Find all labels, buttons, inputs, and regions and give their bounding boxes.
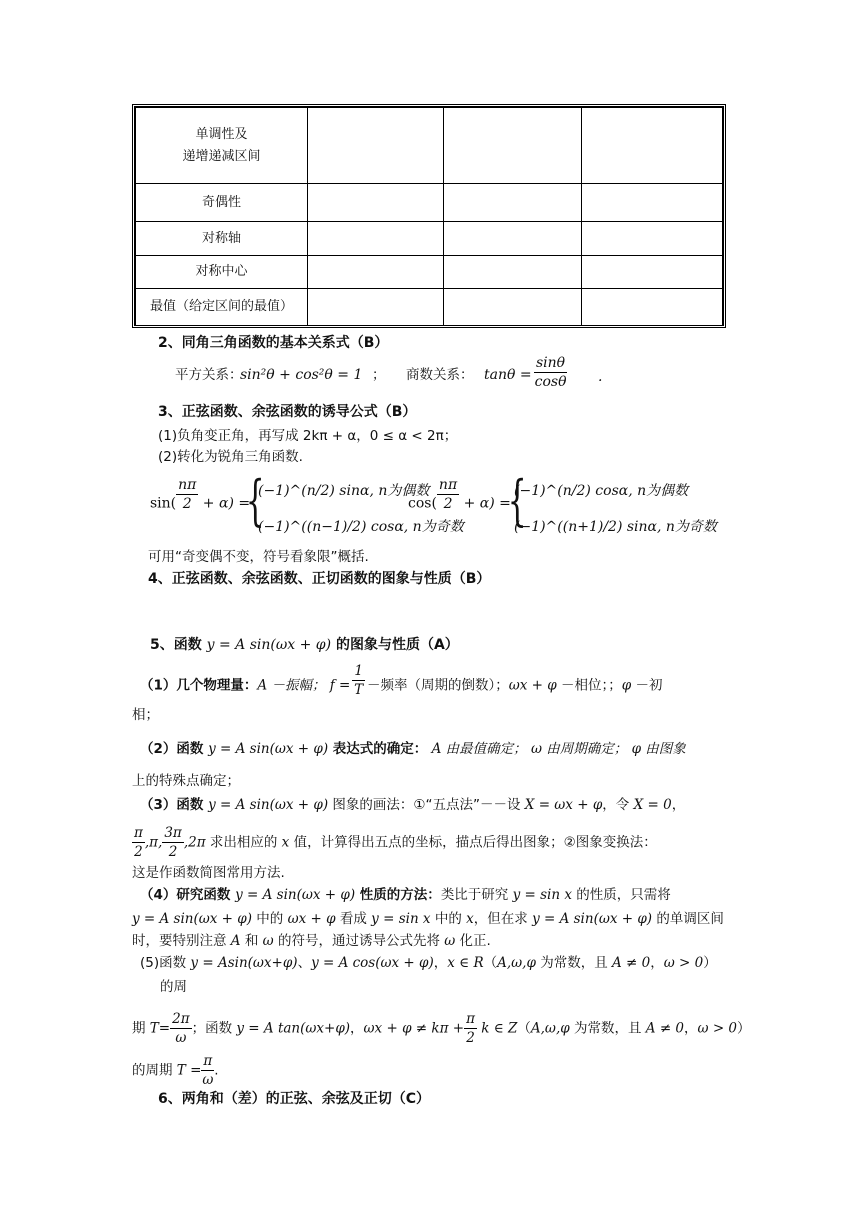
paragraph-3	[140, 796, 685, 814]
row-label-symmetry-center: 对称中心	[136, 256, 308, 289]
table-cell	[444, 184, 582, 222]
p4-sinx-2: y = sin x	[371, 911, 431, 927]
p3-title: （3）函数	[140, 797, 209, 813]
p5-paren: （	[483, 955, 498, 971]
sin-lhs-tail: + α) =	[198, 495, 251, 512]
p5-period-label: 期	[132, 1020, 150, 1037]
paragraph-2-cont: 上的特殊点确定；	[132, 773, 240, 789]
p4-as: 看成	[335, 911, 372, 927]
section-3-line-1: (1)负角变正角，再写成 2kπ + α，0 ≤ α < 2π；	[158, 428, 458, 444]
table-cell	[582, 222, 723, 256]
p4-text-b: 的性质，只需将	[571, 887, 671, 903]
heading-pre: 5、函数	[150, 637, 207, 653]
fraction-denominator: cosθ	[534, 374, 567, 390]
induction-note: 可用“奇变偶不变，符号看象限”概括.	[148, 549, 369, 565]
p2-title-b: 表达式的确定：	[328, 741, 428, 757]
p4-but: ，但在求	[473, 911, 533, 927]
p3-text: 图象的画法：①“五点法”－－设	[328, 797, 525, 813]
p4-formula-2: y = A sin(ωx + φ)	[132, 911, 253, 927]
table-row	[136, 289, 723, 326]
p4-note: 时，要特别注意	[132, 933, 231, 949]
p5-comma-2: ，	[650, 955, 664, 971]
p1-phase-expr: ωx + φ	[508, 677, 557, 694]
heading-formula: y = A sin(ωx + φ)	[206, 637, 332, 653]
paragraph-5-cont: 的周	[160, 979, 187, 995]
p1-amplitude: A －振幅；	[257, 677, 326, 694]
quotient-fraction	[534, 354, 567, 391]
section-2-heading: 2、同角三角函数的基本关系式（B）	[158, 335, 389, 351]
p3-2pi: ,2π	[183, 834, 206, 851]
p1-frequency: －频率（周期的倒数）；	[366, 677, 509, 694]
paragraph-2	[140, 740, 686, 758]
p4-title-b: 性质的方法：	[355, 887, 441, 903]
quotient-relation-label: 商数关系：	[406, 367, 474, 383]
row-label-extrema: 最值（给定区间的最值）	[136, 289, 308, 326]
table-cell	[444, 289, 582, 326]
p5-params: A,ω,φ	[497, 955, 536, 971]
p5-comma-3: ，	[350, 1020, 364, 1037]
p3-x0: X = 0	[633, 797, 672, 813]
p5-comma: ，	[433, 955, 448, 971]
section-5-heading	[150, 636, 459, 654]
table-row	[136, 256, 723, 289]
p5-title: (5)函数	[140, 955, 191, 971]
p4-title: （4）研究函数	[140, 887, 236, 903]
table-row	[136, 108, 723, 184]
paragraph-5-line-3	[132, 1052, 219, 1089]
table-cell	[308, 222, 444, 256]
section-3-heading: 3、正弦函数、余弦函数的诱导公式（B）	[158, 404, 417, 420]
p4-in-2: 中的	[430, 911, 467, 927]
table-cell	[308, 289, 444, 326]
square-relation-label: 平方关系：	[175, 367, 243, 383]
p3-x-def: X = ωx + φ	[524, 797, 603, 813]
tan-label: tanθ =	[484, 367, 532, 383]
p3-pi: ,π,	[144, 834, 163, 851]
row-label-line: 递增递减区间	[182, 148, 261, 164]
sin-case-even: (−1)^(n/2) sinα, n为偶数	[258, 483, 430, 499]
p5-a-neq: A ≠ 0	[612, 955, 651, 971]
p4-text: 类比于研究	[440, 887, 513, 903]
p4-A: A	[230, 933, 241, 949]
frac-denominator: 2	[443, 496, 453, 512]
properties-table	[132, 104, 726, 328]
p3-let: ，令	[602, 797, 634, 813]
fraction-numerator: sinθ	[536, 355, 566, 371]
p5-paren-2: （	[517, 1020, 531, 1037]
table-cell	[582, 256, 723, 289]
p3-comma: ，	[671, 797, 686, 813]
p4-omega: ω	[262, 933, 274, 949]
paragraph-1-cont: 相；	[132, 707, 159, 723]
left-brace-icon: {	[507, 469, 527, 532]
p5-T-2: T =	[176, 1062, 202, 1079]
properties-grid	[135, 107, 723, 326]
table-cell	[444, 108, 582, 184]
table-cell	[444, 222, 582, 256]
p2-phi: φ 由图象	[631, 741, 686, 757]
p3-x: x	[281, 834, 290, 851]
sin-lhs-fn: sin(	[150, 495, 177, 512]
table-cell	[308, 184, 444, 222]
p5-period-2: 的周期	[132, 1062, 177, 1079]
paragraph-4-line-3	[132, 932, 491, 950]
cos-case-odd: (−1)^((n+1)/2) sinα, n为奇数	[514, 519, 717, 535]
frac-numerator: nπ	[178, 477, 197, 493]
row-label-symmetry-axis: 对称轴	[136, 222, 308, 256]
frac-denominator: 2	[134, 844, 143, 860]
p1-f: f =	[329, 677, 351, 694]
p5-const-2: 为常数，且	[569, 1020, 646, 1037]
table-row	[136, 184, 723, 222]
p4-phase: ωx + φ	[287, 911, 336, 927]
p5-tan: y = A tan(ωx+φ)	[236, 1020, 351, 1037]
cos-case-even: (−1)^(n/2) cosα, n为偶数	[514, 483, 689, 499]
frac-numerator: π	[466, 1011, 475, 1027]
p5-func: ；函数	[191, 1020, 237, 1037]
p5-paren-close-2: ）	[737, 1020, 751, 1037]
p4-end: 化正.	[455, 933, 491, 949]
frac-denominator: ω	[202, 1072, 214, 1088]
p3-rest: 值，计算得出五点的坐标，描点后得出图象；②图象变换法：	[289, 834, 657, 851]
paragraph-5-line-2	[132, 1010, 751, 1047]
section-6-heading: 6、两角和（差）的正弦、余弦及正切（C）	[158, 1091, 431, 1107]
p5-params-2: A,ω,φ	[530, 1020, 570, 1037]
section-4-heading: 4、正弦函数、余弦函数、正切函数的图象与性质（B）	[148, 571, 491, 587]
frac-denominator: ω	[175, 1030, 187, 1046]
heading-post: 的图象与性质（A）	[331, 637, 459, 653]
paragraph-4	[140, 886, 671, 904]
p1-title: （1）几个物理量：	[140, 677, 258, 694]
p5-sin: y = Asin(ωx+φ)	[190, 955, 298, 971]
frac-denominator: 2	[168, 844, 178, 860]
paragraph-4-line-2	[132, 910, 724, 928]
frac-numerator: nπ	[438, 477, 458, 493]
cos-lhs-tail: + α) =	[459, 495, 511, 512]
p5-cos: y = A cos(ωx + φ)	[311, 955, 434, 971]
p2-title: （2）函数	[140, 741, 209, 757]
table-cell	[582, 184, 723, 222]
p4-interval: 的单调区间	[652, 911, 724, 927]
p5-end: .	[214, 1062, 219, 1079]
p4-note-b: 的符号，通过诱导公式先将	[273, 933, 445, 949]
p4-x: x	[466, 911, 474, 927]
p5-cond: ωx + φ ≠ kπ +	[363, 1020, 465, 1037]
p1-phi: φ	[621, 677, 632, 694]
table-cell	[444, 256, 582, 289]
p5-domain: x ∈ R	[447, 955, 484, 971]
p2-a: A 由最值确定；	[431, 741, 527, 757]
p4-in: 中的	[252, 911, 288, 927]
row-label-line: 单调性及	[195, 126, 248, 142]
row-label-monotonicity	[136, 108, 308, 184]
table-cell	[308, 256, 444, 289]
left-brace-icon: {	[245, 469, 265, 532]
p4-formula: y = A sin(ωx + φ)	[235, 887, 356, 903]
table-row	[136, 222, 723, 256]
p5-sep: 、	[297, 955, 312, 971]
table-cell	[308, 108, 444, 184]
p1-initial: －初	[631, 677, 663, 694]
paragraph-5	[140, 954, 717, 972]
p5-T: T=	[149, 1020, 171, 1037]
semicolon: ；	[372, 367, 386, 383]
p5-kz: k ∈ Z	[476, 1020, 518, 1037]
p4-omega-2: ω	[444, 933, 456, 949]
frac-numerator: π	[203, 1053, 213, 1069]
p5-omega-pos-2: ω > 0	[697, 1020, 738, 1037]
frac-numerator: 3π	[164, 825, 182, 841]
p4-sinx: y = sin x	[512, 887, 572, 903]
p1-phase: －相位；	[556, 677, 609, 694]
section-3-line-2: (2)转化为锐角三角函数.	[158, 449, 303, 465]
frac-numerator: π	[134, 825, 143, 841]
p4-and: 和	[240, 933, 263, 949]
sin-case-odd: (−1)^((n−1)/2) cosα, n为奇数	[258, 519, 464, 535]
paragraph-3-line-2	[132, 824, 657, 861]
square-relation-formula: sin²θ + cos²θ = 1	[240, 367, 363, 383]
p3-formula: y = A sin(ωx + φ)	[208, 797, 329, 813]
p2-omega: ω 由周期确定；	[530, 741, 628, 757]
p5-comma-4: ，	[684, 1020, 698, 1037]
frac-denominator: 2	[182, 496, 192, 512]
table-cell	[582, 289, 723, 326]
frac-numerator: 2π	[172, 1011, 190, 1027]
p3-solve: 求出相应的	[205, 834, 282, 851]
frac-denominator: 2	[466, 1030, 475, 1046]
cos-lhs-fn: cos(	[408, 495, 437, 512]
p2-formula: y = A sin(ωx + φ)	[208, 741, 329, 757]
period: .	[598, 369, 603, 385]
row-label-parity: 奇偶性	[136, 184, 308, 222]
paragraph-3-line-3: 这是作函数简图常用方法.	[132, 865, 285, 881]
p5-a-neq-2: A ≠ 0	[645, 1020, 685, 1037]
p4-formula-3: y = A sin(ωx + φ)	[532, 911, 653, 927]
p5-paren-close: ）	[703, 955, 717, 971]
frac-numerator: 1	[354, 663, 363, 679]
p5-omega-pos: ω > 0	[663, 955, 704, 971]
table-cell	[582, 108, 723, 184]
frac-denominator: T	[354, 682, 364, 698]
p5-const: 为常数，且	[535, 955, 612, 971]
paragraph-1: （1）几个物理量：A －振幅； f = $\frac{1}{T}$ －频率（周期的倒数）；ωx + φ －相位；；φ －初	[140, 663, 663, 698]
